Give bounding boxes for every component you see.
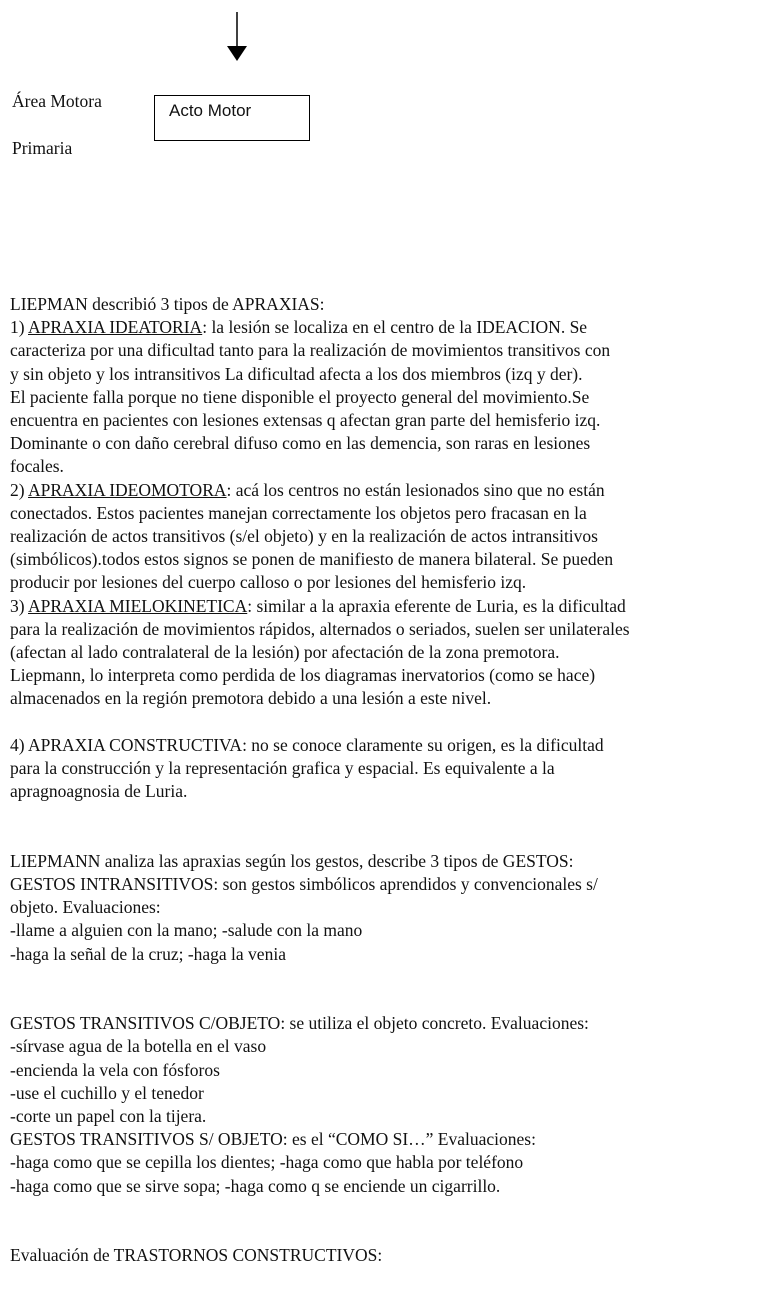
text-line (10, 896, 161, 919)
text-line (10, 873, 598, 896)
text-span: y sin objeto y los intransitivos La dificultad afecta a los dos miembros (izq y der). (10, 363, 583, 384)
text-line (10, 595, 626, 618)
text-span: 1) (10, 317, 28, 338)
text-line (10, 1128, 536, 1151)
text-span: encuentra en pacientes con lesiones extensas q afectan gran parte del hemisferio izq. (10, 410, 601, 430)
text-span: almacenados en la región premotora debido a una lesión a este nivel. (10, 688, 492, 709)
text-line (10, 1082, 204, 1105)
text-line (10, 687, 491, 710)
text-line (10, 293, 325, 316)
area-motora-label: Área Motora (12, 91, 102, 111)
text-span: 4) APRAXIA CONSTRUCTIVA: no se conoce claramente su origen, es la dificultad (10, 734, 604, 755)
text-line (10, 618, 630, 641)
text-span: -corte un papel con la tijera. (10, 1106, 207, 1126)
text-line (10, 409, 600, 432)
text-line (10, 1012, 589, 1035)
text-line (10, 757, 555, 780)
text-line (10, 339, 610, 362)
underlined-heading: APRAXIA MIELOKINETICA (28, 595, 248, 616)
underlined-heading: APRAXIA IDEOMOTORA (28, 479, 227, 500)
acto-motor-box: Acto Motor (154, 95, 310, 141)
text-line (10, 1035, 266, 1058)
text-line (10, 386, 589, 409)
text-line (10, 1151, 523, 1174)
down-arrow-icon (226, 12, 248, 62)
text-span: focales. (10, 456, 64, 477)
text-line (10, 919, 362, 942)
text-span: 2) (10, 479, 28, 500)
text-span: -haga como que se sirve sopa; -haga como q se enciende un cigarrillo. (10, 1175, 501, 1196)
text-line (10, 363, 583, 386)
text-line (10, 1175, 500, 1198)
text-line (10, 525, 598, 548)
text-span: -llame a alguien con la mano; -salude con la mano (10, 920, 363, 941)
text-span: (afectan al lado contralateral de la lesión) por afectación de la zona premotora. (10, 642, 560, 662)
primaria-label: Primaria (12, 138, 73, 158)
text-span: para la construcción y la representación grafica y espacial. Es equivalente a la (10, 758, 555, 778)
text-span: El paciente falla porque no tiene disponible el proyecto general del movimiento.Se (10, 386, 590, 407)
text-span: : la lesión se localiza en el centro de la IDEACION. Se (202, 317, 588, 338)
text-span: Liepmann, lo interpreta como perdida de los diagramas inervatorios (como se hace) (10, 665, 596, 686)
text-span: LIEPMAN describió 3 tipos de APRAXIAS: (10, 294, 325, 314)
text-line (10, 502, 587, 525)
text-span: LIEPMANN analiza las apraxias según los gestos, describe 3 tipos de GESTOS: (10, 850, 574, 871)
text-span: conectados. Estos pacientes manejan correctamente los objetos pero fracasan en la (10, 502, 587, 523)
text-line (10, 455, 64, 478)
text-span: GESTOS TRANSITIVOS S/ OBJETO: es el “COMO SI…” Evaluaciones: (10, 1129, 536, 1150)
text-span: -haga la señal de la cruz; -haga la venia (10, 943, 286, 964)
text-line (10, 734, 604, 757)
text-span: (simbólicos).todos estos signos se ponen de manifiesto de manera bilateral. Se pueden (10, 549, 614, 570)
text-span: -sírvase agua de la botella en el vaso (10, 1036, 267, 1057)
underlined-heading: APRAXIA IDEATORIA (28, 317, 203, 338)
text-span: -encienda la vela con fósforos (10, 1059, 220, 1080)
text-line (10, 548, 613, 571)
text-span: apragnoagnosia de Luria. (10, 781, 188, 802)
text-line (10, 1105, 206, 1128)
text-line (10, 1059, 220, 1082)
text-span: Evaluación de TRASTORNOS CONSTRUCTIVOS: (10, 1245, 383, 1266)
text-span: Dominante o con daño cerebral difuso como en las demencia, son raras en lesiones (10, 433, 591, 454)
text-line (10, 943, 286, 966)
text-line (10, 641, 560, 664)
text-line (10, 479, 605, 502)
text-line (10, 1244, 382, 1267)
text-span: 3) (10, 595, 28, 616)
text-line (10, 571, 526, 594)
text-line (10, 432, 590, 455)
text-line (10, 664, 595, 687)
text-line (10, 780, 187, 803)
text-span: -haga como que se cepilla los dientes; -haga como que habla por teléfono (10, 1152, 524, 1173)
text-span: GESTOS TRANSITIVOS C/OBJETO: se utiliza el objeto concreto. Evaluaciones: (10, 1013, 589, 1034)
text-span: para la realización de movimientos rápidos, alternados o seriados, suelen ser unilaterales (10, 618, 630, 639)
text-line (10, 316, 587, 339)
text-span: realización de actos transitivos (s/el objeto) y en la realización de actos intransitivos (10, 526, 598, 546)
text-span: caracteriza por una dificultad tanto para la realización de movimientos transitivos con (10, 340, 611, 361)
text-span: objeto. Evaluaciones: (10, 897, 161, 918)
text-span: -use el cuchillo y el tenedor (10, 1082, 204, 1103)
text-span: : similar a la apraxia eferente de Luria, es la dificultad (247, 595, 626, 616)
text-line (10, 850, 573, 873)
text-span: : acá los centros no están lesionados sino que no están (226, 479, 605, 500)
text-span: GESTOS INTRANSITIVOS: son gestos simbólicos aprendidos y convencionales s/ (10, 874, 598, 894)
text-span: producir por lesiones del cuerpo calloso o por lesiones del hemisferio izq. (10, 572, 527, 593)
